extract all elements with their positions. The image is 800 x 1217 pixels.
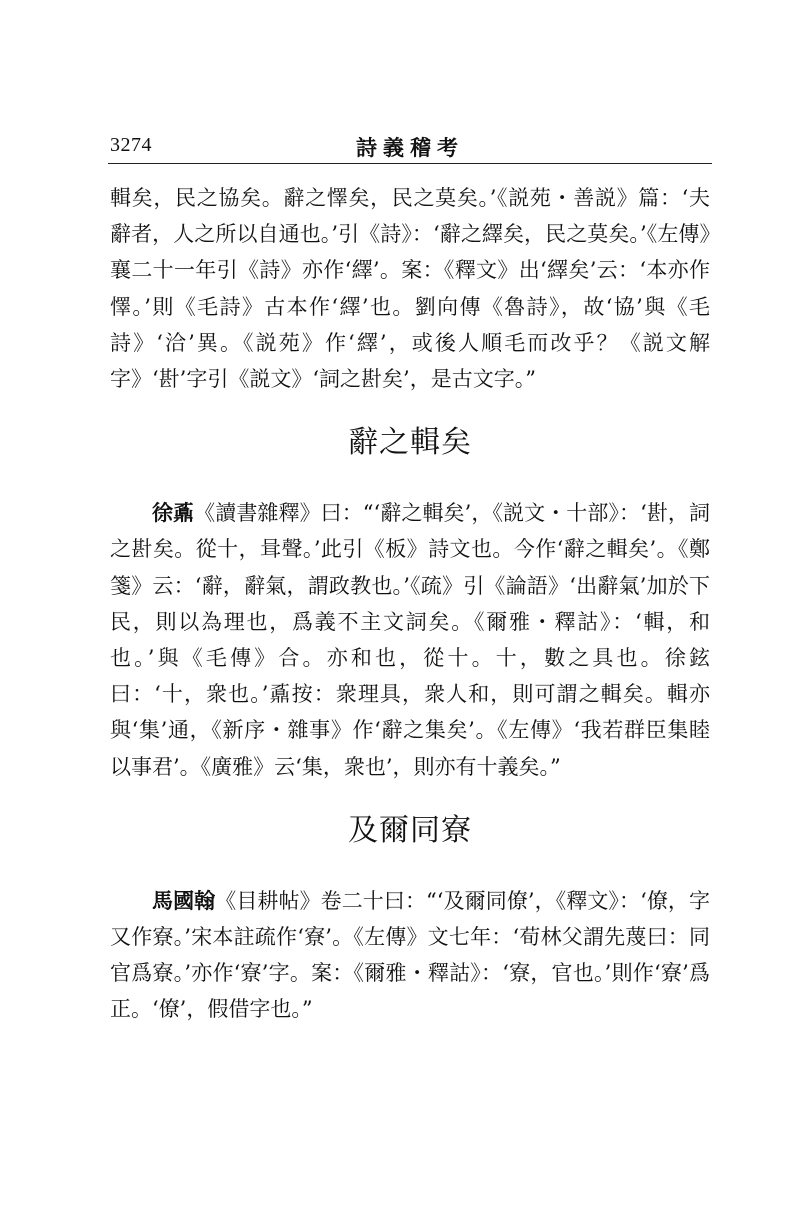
- author-name: 馬國翰: [152, 887, 216, 913]
- section-heading-ji-er-tong-liao: 及爾同寮: [348, 812, 472, 848]
- paragraph-text: 《目耕帖》卷二十曰：“‘及爾同僚’，《釋文》：‘僚，字又作寮。’宋本註疏作‘寮’。《左傳》文七年：‘荀林父謂先蔑曰：同官爲寮。’亦作‘寮’字。案：《爾雅・釋詁》：‘寮，官也。’則作‘寮’爲正。‘僚’，假借字也。”: [110, 888, 711, 1022]
- running-title: 詩義稽考: [356, 135, 464, 160]
- running-header: [110, 130, 710, 166]
- paragraph-text: 《讀書雜釋》曰：“‘辭之輯矣’，《説文・十部》：‘卙，詞之卙矣。從十，咠聲。’此引《板》詩文也。今作‘辭之輯矣’。《鄭箋》云：‘辭，辭氣，謂政教也。’《疏》引《論語》‘出辭氣’加於下民，則以為理也，爲義不主文詞矣。《爾雅・釋詁》：‘輯，和也。’與《毛傳》合。亦和也，從十。十，數之具也。徐鉉曰：‘十，衆也。’鼒按：衆理具，衆人和，則可謂之輯矣。輯亦與‘集’通，《新序・雜事》作‘辭之集矣’。《左傳》‘我若群臣集睦以事君’。《廣雅》云‘集，衆也’，則亦有十義矣。”: [110, 501, 711, 779]
- section-heading-ci-zhi-ji-yi: 辭之輯矣: [348, 425, 472, 461]
- page-body: [110, 180, 710, 1028]
- author-name: 徐鼒: [152, 500, 195, 526]
- continued-paragraph: 輯矣，民之協矣。辭之懌矣，民之莫矣。’《説苑・善説》篇：‘夫辭者，人之所以自通也。’引《詩》：‘辭之繹矣，民之莫矣。’《左傳》襄二十一年引《詩》亦作‘繹’。案：《釋文》出‘繹矣’云：‘本亦作懌。’則《毛詩》古本作‘繹’也。劉向傳《魯詩》，故‘協’與《毛詩》‘洽’異。《説苑》作‘繹’，或後人順毛而改乎？《説文解字》‘卙’字引《説文》‘詞之卙矣’，是古文字。”: [110, 186, 710, 392]
- section-paragraph: [110, 883, 710, 1028]
- section-paragraph: [110, 495, 710, 785]
- header-rule: [108, 163, 712, 164]
- page-number: 3274: [110, 134, 152, 156]
